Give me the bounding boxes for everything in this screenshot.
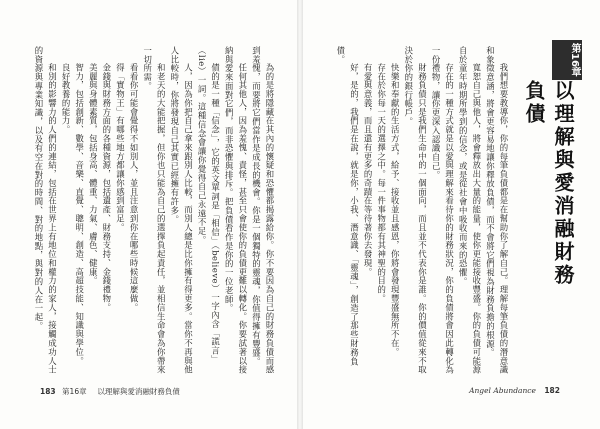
page-number: 183 xyxy=(40,387,56,396)
book-brand: Angel Abundance xyxy=(469,386,536,395)
right-page-body xyxy=(314,46,510,376)
list-item: 金錢與財務方面的各種資源，包括遺產、財務支持、金錢禮物。 xyxy=(101,62,112,312)
page-number: 182 xyxy=(544,386,560,395)
body-paragraph: 人，因為你把自己拿來跟別人比較，而別人總是比你擁有得更多。當你不再與他人比較時，你將發現自己其實已經擁有許多。 xyxy=(169,46,194,374)
body-paragraph: 快樂和奉獻的生活方式，給予、接收並且感恩，你將會發現豐盛無所不在。 xyxy=(390,62,401,357)
left-page-body xyxy=(33,46,276,376)
body-paragraph: 存在於你每一天的選擇之中。每一件事物都有其神聖的目的。 xyxy=(376,62,387,303)
body-paragraph: 我們想要教導你，你的每筆負債都是在幫助你了解自己。理解每筆負債的潛意識和象徵意涵，將會更容易地讓你釋放負債，而不會將它們視為財務負擔的根源。 xyxy=(485,46,509,374)
chapter-title: 以理解與愛消融財務負債 xyxy=(522,80,575,287)
right-page-footer xyxy=(469,386,560,395)
footer-chapter: 第16章 xyxy=(62,387,87,396)
body-paragraph: 得「實物王」有哪些地方都讓你感到富足。 xyxy=(115,62,126,232)
right-page xyxy=(302,0,600,429)
chapter-label: 第16章 xyxy=(552,40,582,80)
left-page-footer xyxy=(40,386,180,397)
chapter-heading xyxy=(522,40,582,290)
list-item: 良好教養的能力。 xyxy=(61,62,72,134)
body-paragraph: 好，是的，我們是在說，就是你，小我、潛意識、「靈魂」，創造了那些財務負債。 xyxy=(335,46,360,366)
body-paragraph: 寬恕自己與他人，將會釋放出大量的能量，使你更能接收豐盛。你的負債可能源自於童年時期所學到的信念，或是從社會中吸收而來的恐懼。 xyxy=(458,46,482,374)
body-paragraph: 有愛與意義，而且還有更多的奇蹟在等待著你去發現。 xyxy=(363,62,374,277)
list-item: 智力，包括創新、數學、音樂、直覺、聰明、創造、高超技能、知識與學位。 xyxy=(74,62,85,366)
body-paragraph: 財務負債只是我們生命中的一個面向，而且並不代表你是誰。你的價值從來不取決於你的銀行帳戶。 xyxy=(403,46,428,374)
list-item: 和別的影響力的人們的連結，包括在世界上有地位和權力的家人，接觸成功人士的資源與專業知識，以及有空在對的時間、對的地點，與對的人在一起。 xyxy=(33,46,58,374)
body-paragraph: 為的是將隱藏在其內的懷疑和恐懼都揭露給你。你不要因為自己的財務負債而感到羞愧，而要將它們當作是成長的機會。你是一個獨特的靈魂，你值得擁有豐盛。 xyxy=(251,46,275,374)
list-item: 美麗與身體素質，包括身高、體重、力氣、膚色、健康。 xyxy=(88,62,99,286)
footer-title: 以理解與愛消融財務負債 xyxy=(97,387,180,396)
body-paragraph: 存在的一種方式就是以愛與理解來看待你的財務狀況，你的負債將會因此轉化為一份禮物，讓你更深入認識自己。 xyxy=(431,46,455,374)
body-paragraph: 債的是一種「信念」，它的英文單詞是「相信」（believe）一字內含「謊言」（lie）一詞。這種信念會讓你覺得自己永遠不足。 xyxy=(197,46,221,364)
left-page xyxy=(0,0,298,429)
body-paragraph: 和老天的大能把握，但你也只能為自己的選擇負起責任，並相信生命會為你帶來一切所需。 xyxy=(142,46,167,374)
body-paragraph: 看看你可能會覺得不如別人，並且注意到你在哪些時候這麼做。 xyxy=(129,62,140,312)
body-paragraph: 任何其他人，因為羞愧、責怪，甚至只會使你的負債更難以轉化。你要試著以接納與愛來面對它們，而非恐懼與排斥。把負債看作是你的一位老師。 xyxy=(224,46,248,374)
